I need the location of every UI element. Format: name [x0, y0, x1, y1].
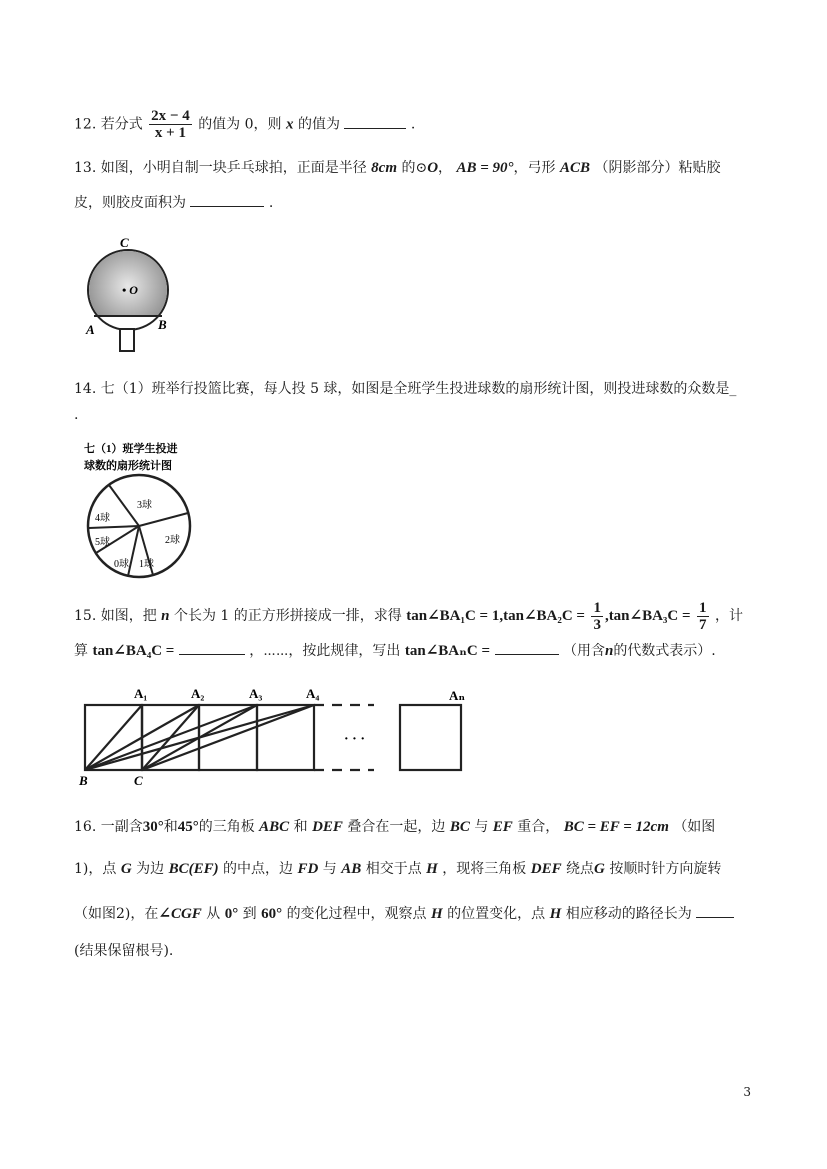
q16-and: 和	[163, 819, 178, 835]
q15-dots-text: ，⋯⋯，按此规律，写出	[249, 643, 401, 659]
q15-tan4: tan∠BA₄C =	[92, 643, 175, 659]
q15-n: n	[161, 608, 170, 624]
q13-label-o: • O	[122, 283, 138, 297]
q13-line1-end: （阴影部分）粘贴胶	[594, 160, 721, 176]
q16-l3-mid2: 的变化过程中，观察点	[286, 906, 427, 922]
q12-prefix: 12. 若分式	[74, 116, 143, 133]
q15-label-a4: A₄	[306, 686, 320, 701]
q13-handle	[120, 329, 134, 351]
question-12	[74, 108, 415, 141]
q15-squares-figure	[74, 683, 474, 791]
q16-answer-blank	[696, 903, 734, 918]
q16-l2-mid: 为边	[136, 861, 165, 877]
q15-label-an: Aₙ	[449, 688, 466, 703]
q15-tan1: tan∠BA₁C = 1,	[406, 608, 504, 624]
q16-deg30: 30°	[142, 819, 164, 835]
q14-slice-4: 4球	[95, 513, 110, 524]
q13-label-b: B	[158, 317, 167, 332]
q16-deg60: 60°	[261, 906, 283, 922]
q15-answer-blank-2	[495, 640, 559, 655]
q16-with: 与	[474, 819, 489, 835]
q14-radius-4	[128, 526, 139, 576]
q15-tan2: tan∠BA₂C =	[503, 608, 585, 624]
q15-line2-end: （用含	[562, 643, 605, 659]
q16-deg0: 0°	[224, 906, 239, 922]
q16-l2-mid4: ，现将三角板	[442, 861, 527, 877]
q15-line1-end: ，计	[714, 608, 743, 624]
q16-l2-end: 按顺时针方向旋转	[609, 861, 722, 877]
q15-frac3-den: 7	[699, 616, 707, 633]
q16-fd: FD	[297, 861, 319, 877]
q13-arc-name: ACB	[560, 160, 591, 176]
q16-eq: BC = EF = 12cm	[563, 819, 669, 835]
q15-tann: tan∠BAₙC =	[404, 643, 491, 659]
q15-label-b: B	[79, 773, 88, 788]
q12-answer-blank	[344, 114, 406, 129]
q16-bcef: BC(EF)	[168, 861, 219, 877]
q15-ellipsis: · · ·	[344, 732, 366, 747]
q16-h: H	[426, 861, 438, 877]
question-13-line2	[74, 192, 273, 213]
q14-slice-2: 2球	[165, 535, 180, 546]
q15-label-a1: A₁	[134, 686, 148, 701]
q16-l3-end: 相应移动的路径长为	[565, 906, 692, 922]
q15-label-c: C	[134, 773, 143, 788]
q16-l1-prefix: 16. 一副含	[74, 819, 143, 835]
q16-ef: EF	[492, 819, 513, 835]
q12-suffix: 的值为	[297, 116, 340, 133]
q15-line2-start: 算	[74, 643, 88, 659]
q14-radius-6	[89, 526, 139, 528]
q15-line2-tail: 的代数式表示）.	[613, 643, 716, 659]
q14-fig-title2: 球数的扇形统计图	[84, 460, 172, 472]
q14-line2: .	[74, 407, 79, 423]
q16-deg45: 45°	[177, 819, 199, 835]
q16-l2-mid3: 相交于点	[365, 861, 422, 877]
q14-slice-0: 0球	[114, 559, 129, 570]
q16-l1-end: （如图	[673, 819, 716, 835]
q13-line2-start: 皮，则胶皮面积为	[74, 195, 186, 211]
q16-with2: 与	[322, 861, 337, 877]
q16-l1-mid2: 叠合在一起，边	[347, 819, 446, 835]
question-15-line2	[74, 640, 716, 661]
q13-comma: ，	[438, 160, 453, 176]
q14-slice-5: 5球	[95, 537, 110, 548]
q13-prefix: 13. 如图，小明自制一块乒乓球拍，正面是半径	[74, 160, 367, 176]
q15-tan3: ,tan∠BA₃C =	[604, 608, 691, 624]
q13-label-c: C	[120, 235, 129, 250]
q13-circle-name: O	[427, 160, 439, 176]
q13-paddle-figure	[80, 232, 180, 357]
q12-frac-den: x + 1	[154, 125, 186, 141]
question-16-line3	[74, 903, 734, 924]
question-13-line1	[74, 158, 720, 178]
q12-frac-num: 2x − 4	[151, 108, 190, 124]
q16-h3: H	[549, 906, 562, 922]
q12-middle: 的值为 0，则	[198, 116, 282, 133]
q15-label-a2: A₂	[191, 686, 205, 701]
q15-frac2-den: 3	[593, 616, 601, 633]
question-16-line4	[74, 941, 173, 961]
q16-l3-prefix: （如图2)，在	[74, 906, 159, 922]
q16-l2-mid5: 绕点	[566, 861, 595, 877]
q16-l4: (结果保留根号).	[74, 943, 174, 959]
q14-radius-1	[109, 485, 139, 526]
q13-circle-text: 的⊙	[401, 160, 428, 176]
q15-n2: n	[604, 643, 614, 659]
q14-slice-3: 3球	[137, 500, 152, 511]
q15-frac3-num: 1	[699, 599, 707, 616]
q15-answer-blank-1	[179, 640, 245, 655]
q15-frac2-num: 1	[593, 599, 601, 616]
q16-g2: G	[594, 861, 605, 877]
q16-ab: AB	[341, 861, 362, 877]
q15-prefix: 15. 如图，把	[74, 608, 157, 624]
q12-fraction	[149, 108, 192, 141]
question-14-line1	[74, 379, 736, 399]
q16-def: DEF	[312, 819, 343, 835]
q16-bc: BC	[449, 819, 470, 835]
q16-l1-mid3: 重合，	[517, 819, 560, 835]
question-16-line1	[74, 817, 715, 837]
q16-l2-prefix: 1)，点	[74, 861, 117, 877]
q13-answer-blank	[190, 192, 264, 207]
q15-square-n	[400, 705, 461, 770]
q15-frac2	[591, 600, 603, 633]
q13-label-a: A	[86, 322, 95, 337]
q13-angle: AB = 90°	[456, 160, 514, 176]
q14-slice-1: 1球	[139, 559, 154, 570]
q16-l3-mid: 从	[206, 906, 221, 922]
q16-g: G	[120, 861, 132, 877]
q13-radius: 8cm	[371, 160, 397, 176]
q15-label-a3: A₃	[249, 686, 263, 701]
q16-l3-mid3: 的位置变化，点	[447, 906, 546, 922]
q14-pie-figure	[82, 436, 207, 584]
q16-l2-mid2: 的中点，边	[223, 861, 294, 877]
q16-def2: DEF	[530, 861, 562, 877]
q12-end: .	[410, 116, 416, 133]
q14-line1: 14. 七（1）班举行投篮比赛，每人投 5 球，如图是全班学生投进球数的扇形统计图，则投进球数的众数是_	[74, 381, 737, 397]
q15-frac3	[697, 600, 709, 633]
q14-radius-2	[139, 513, 188, 526]
q15-line-ca4	[142, 705, 314, 770]
q15-middle: 个长为 1 的正方形拼接成一排，求得	[173, 608, 402, 624]
page-number: 3	[743, 1085, 751, 1099]
q13-arc-text: ，弓形	[513, 160, 556, 176]
q16-l1-mid: 的三角板	[198, 819, 255, 835]
q16-to: 到	[242, 906, 257, 922]
q16-and2: 和	[293, 819, 308, 835]
q14-fig-title1: 七（1）班学生投进	[84, 443, 178, 455]
q16-cgf: ∠CGF	[158, 906, 202, 922]
q16-h2: H	[431, 906, 443, 922]
q12-var-x: x	[286, 116, 294, 133]
question-14-line2	[74, 405, 78, 425]
question-16-line2	[74, 859, 721, 879]
q13-end: .	[268, 195, 274, 211]
q16-abc: ABC	[259, 819, 290, 835]
question-15-line1	[74, 596, 743, 636]
